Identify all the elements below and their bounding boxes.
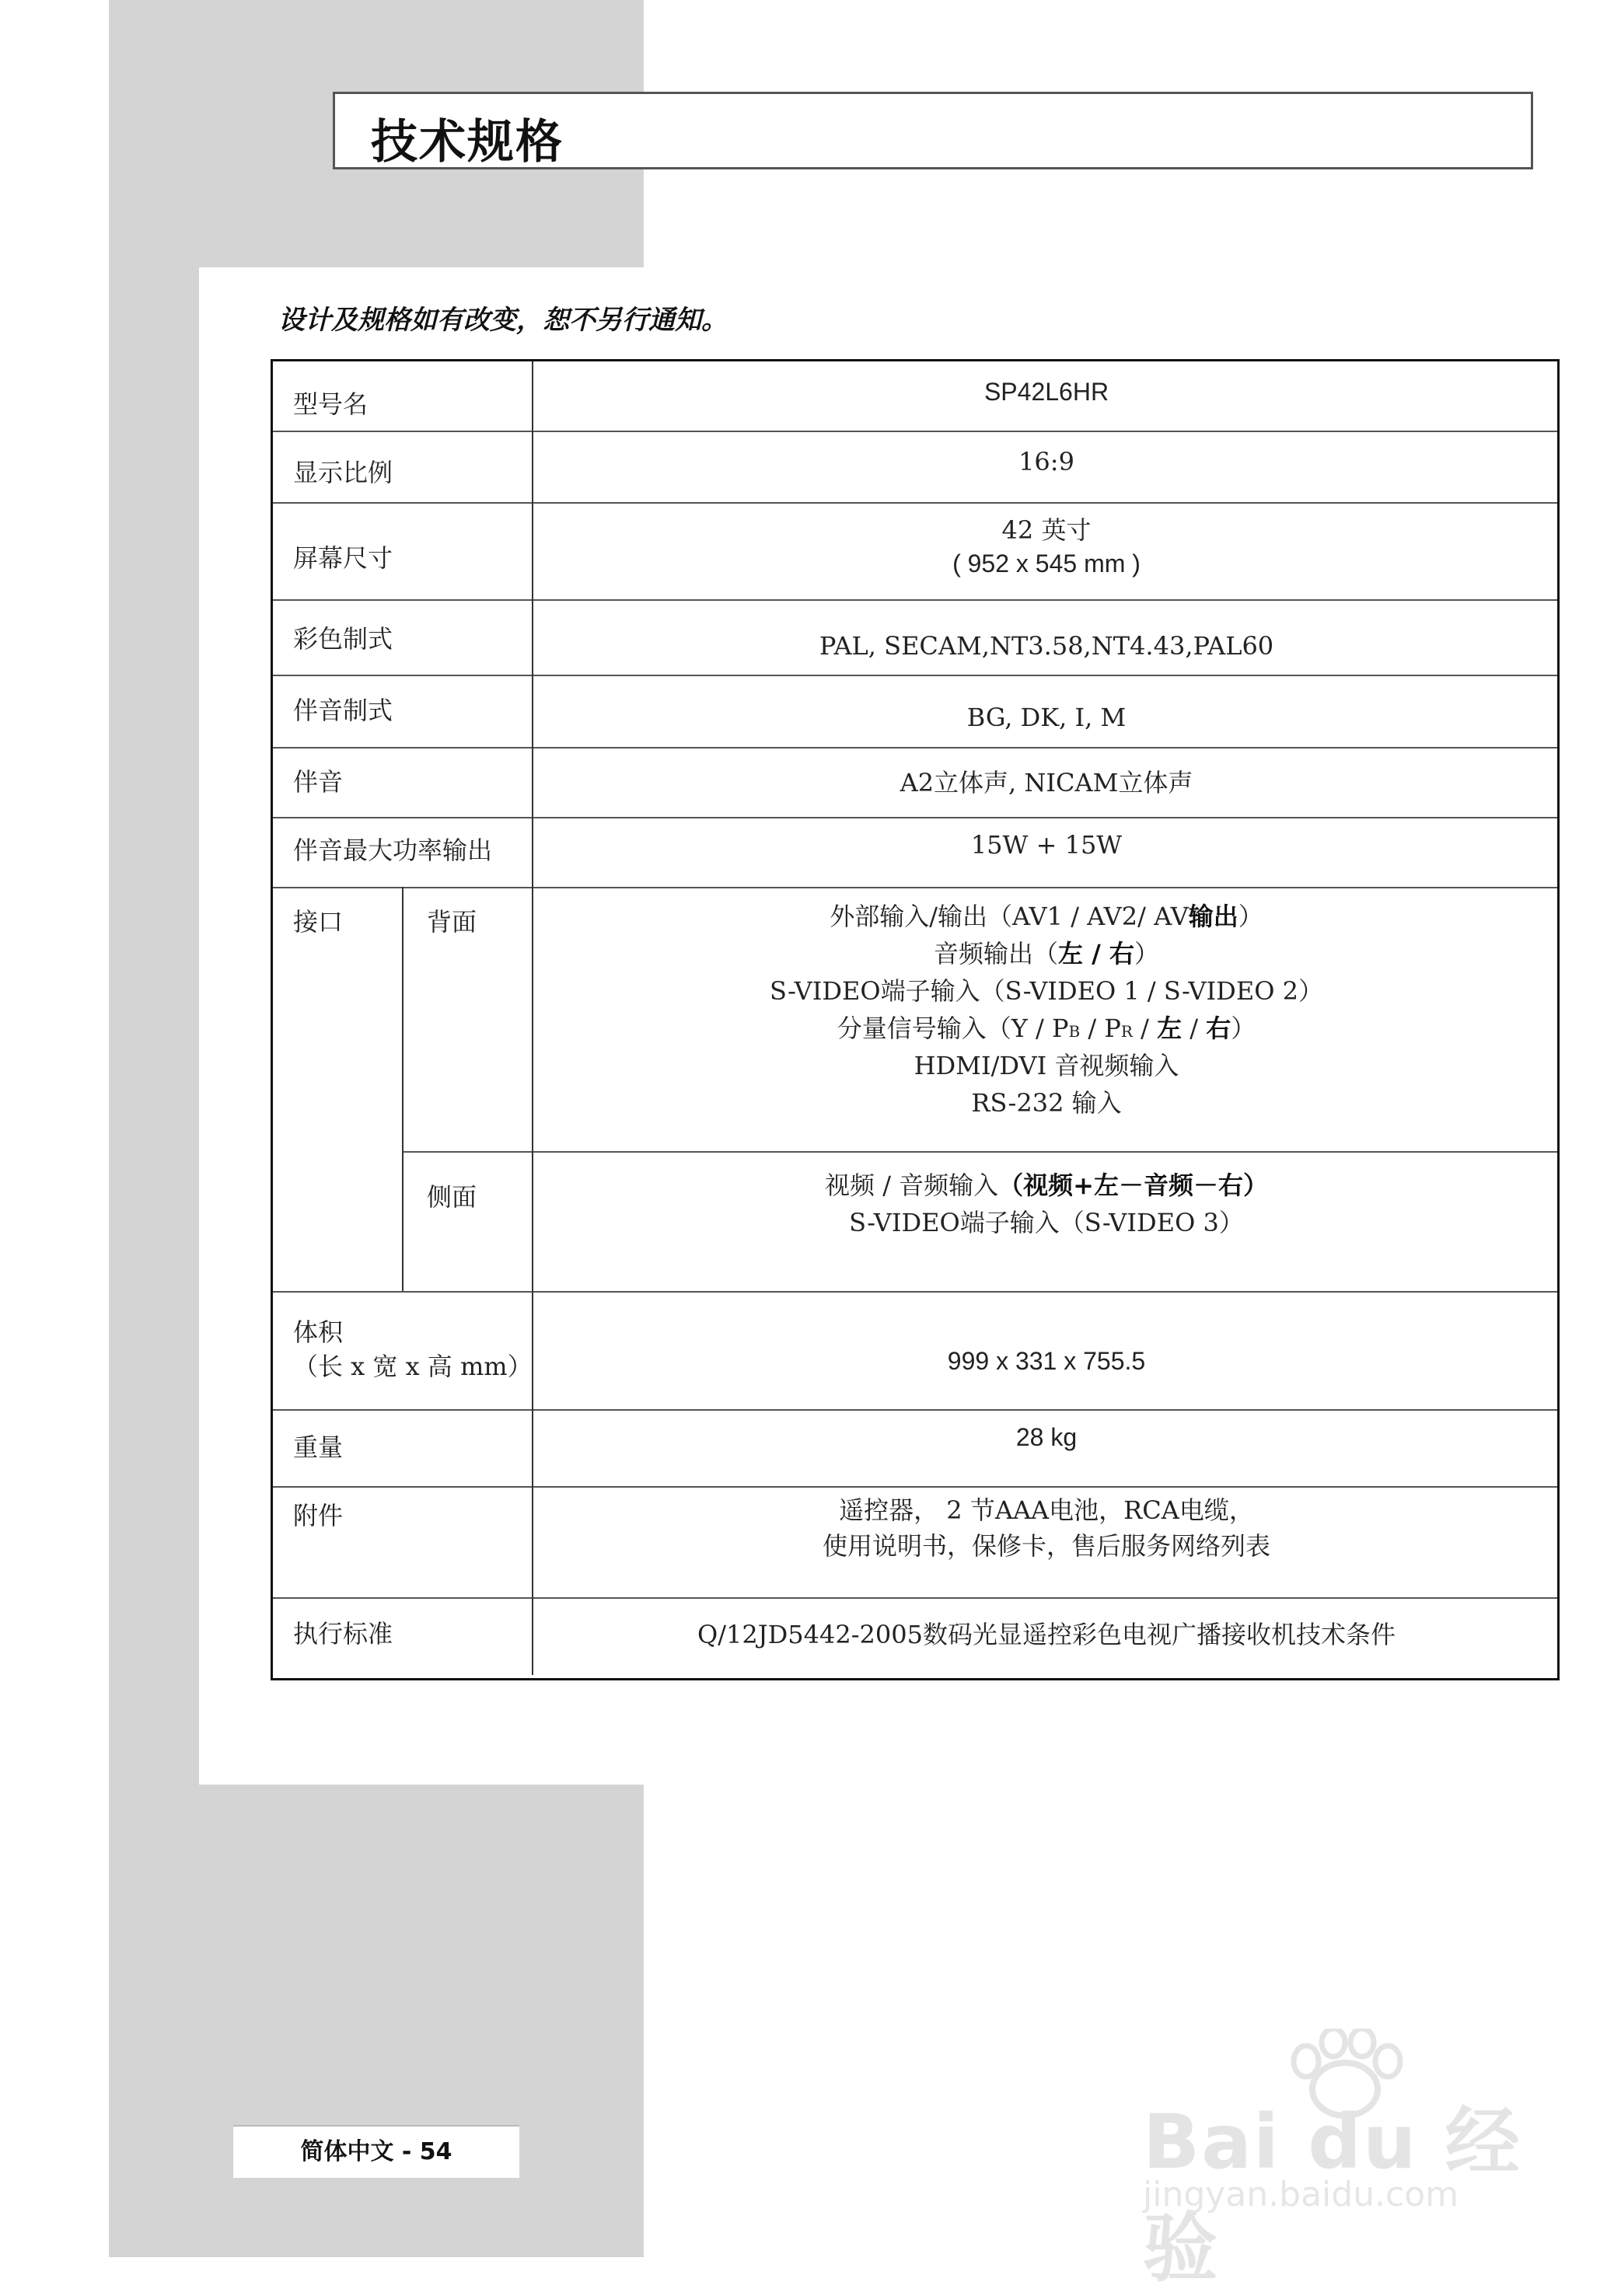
notice-text: 设计及规格如有改变，恕不另行通知。 xyxy=(278,305,728,336)
label-rear: 背面 xyxy=(427,907,477,937)
label-model: 型号名 xyxy=(293,389,369,419)
row-divider xyxy=(273,1486,1557,1488)
row-divider xyxy=(273,1291,1557,1293)
label-audio-output: 伴音最大功率输出 xyxy=(293,836,493,865)
label-color-system: 彩色制式 xyxy=(293,624,393,654)
value-sound-system: BG, DK, I, M xyxy=(966,703,1127,732)
watermark-brand: Bai du 经验 xyxy=(1143,2099,1521,2292)
page-title: 技术规格 xyxy=(371,115,564,169)
value-dimensions: 999 x 331 x 755.5 xyxy=(947,1347,1146,1375)
column-divider xyxy=(402,887,403,1291)
value-weight: 28 kg xyxy=(1015,1423,1078,1451)
value-rear-line2: 音频输出（左 / 右） xyxy=(933,939,1159,968)
label-side: 侧面 xyxy=(427,1182,477,1212)
row-divider xyxy=(273,502,1557,504)
label-dimensions-unit: （长 x 宽 x 高 mm） xyxy=(293,1352,533,1381)
title-box xyxy=(333,92,1533,169)
spec-table xyxy=(271,359,1560,1680)
label-dimensions: 体积 xyxy=(293,1317,344,1347)
value-sound: A2立体声, NICAM立体声 xyxy=(900,768,1193,797)
row-divider xyxy=(273,1597,1557,1599)
value-screen-size: 42 英寸 xyxy=(1001,515,1092,545)
value-audio-output: 15W + 15W xyxy=(970,830,1123,860)
label-accessories: 附件 xyxy=(293,1501,344,1530)
value-color-system: PAL, SECAM,NT3.58,NT4.43,PAL60 xyxy=(819,631,1274,661)
row-divider xyxy=(273,599,1557,601)
row-divider xyxy=(273,817,1557,818)
label-weight: 重量 xyxy=(293,1432,344,1462)
value-model: SP42L6HR xyxy=(983,378,1109,406)
value-standard: Q/12JD5442-2005数码光显遥控彩色电视广播接收机技术条件 xyxy=(697,1620,1396,1649)
value-screen-mm: ( 952 x 545 mm ) xyxy=(952,550,1141,577)
value-rear-line6: RS-232 输入 xyxy=(971,1088,1122,1118)
value-aspect: 16:9 xyxy=(1018,447,1074,476)
row-divider xyxy=(273,675,1557,676)
value-accessories-line1: 遥控器， 2 节AAA电池，RCA电缆， xyxy=(839,1495,1254,1525)
value-rear-line3: S-VIDEO端子输入（S-VIDEO 1 / S-VIDEO 2） xyxy=(770,976,1323,1006)
row-divider xyxy=(273,887,1557,888)
baidu-watermark xyxy=(1143,2036,1532,2292)
row-divider xyxy=(273,747,1557,748)
row-divider xyxy=(402,1151,1557,1153)
row-divider xyxy=(273,1409,1557,1411)
label-interface: 接口 xyxy=(293,907,344,937)
row-divider xyxy=(273,431,1557,432)
label-sound: 伴音 xyxy=(293,767,344,797)
label-screen-size: 屏幕尺寸 xyxy=(293,543,393,573)
page-footer: 简体中文 - 54 xyxy=(233,2125,519,2178)
value-rear-line1: 外部输入/输出（AV1 / AV2/ AV输出） xyxy=(830,902,1263,931)
value-accessories-line2: 使用说明书，保修卡，售后服务网络列表 xyxy=(822,1531,1270,1561)
label-sound-system: 伴音制式 xyxy=(293,696,393,725)
value-rear-line4: 分量信号输入（Y / PB / PR / 左 / 右） xyxy=(837,1014,1256,1043)
label-aspect: 显示比例 xyxy=(293,458,393,487)
value-side-line1: 视频 / 音频输入（视频+左－音频－右） xyxy=(825,1171,1268,1200)
value-side-line2: S-VIDEO端子输入（S-VIDEO 3） xyxy=(849,1208,1244,1237)
watermark-url: jingyan.baidu.com xyxy=(1143,2175,1459,2214)
value-rear-line5: HDMI/DVI 音视频输入 xyxy=(914,1051,1179,1080)
label-standard: 执行标准 xyxy=(293,1619,393,1649)
